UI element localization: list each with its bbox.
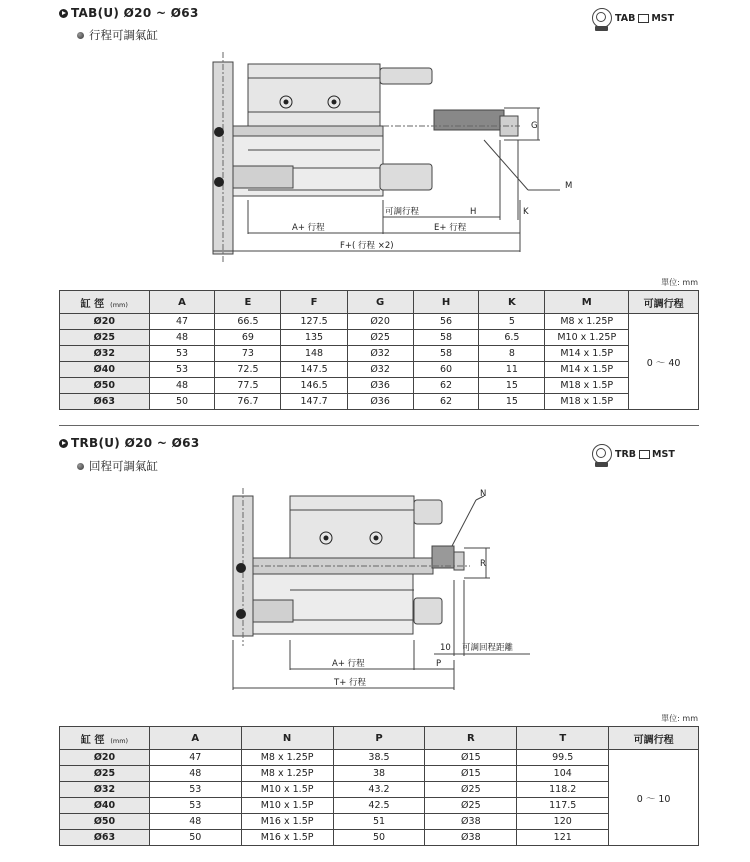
table-row (60, 314, 699, 330)
value-cell: 58 (413, 330, 479, 346)
table-header-row (60, 291, 699, 314)
header-stroke: 可調行程 (629, 291, 699, 314)
value-cell: Ø32 (347, 346, 413, 362)
bore-cell: Ø25 (60, 330, 150, 346)
value-cell: M8 x 1.25P (241, 750, 333, 766)
bullet-icon (77, 463, 84, 470)
header-e: E (215, 291, 281, 314)
dim-a-stroke-label-2: A+ 行程 (332, 659, 365, 669)
table-row (60, 814, 699, 830)
value-cell: Ø15 (425, 766, 517, 782)
value-cell: 5 (479, 314, 545, 330)
circle-arrow-icon (59, 9, 68, 18)
dim-r-label: R (480, 559, 486, 569)
value-cell: Ø36 (347, 378, 413, 394)
value-cell: M18 x 1.5P (545, 394, 629, 410)
header-m: M (545, 291, 629, 314)
value-cell: 47 (149, 750, 241, 766)
value-cell: 56 (413, 314, 479, 330)
section2-badge: TRB MST (592, 444, 675, 464)
section-divider (59, 425, 699, 426)
value-cell: 6.5 (479, 330, 545, 346)
dim-ten-label: 10 (440, 643, 451, 653)
value-cell: 15 (479, 394, 545, 410)
header-r: R (425, 727, 517, 750)
value-cell: 120 (517, 814, 609, 830)
bore-cell: Ø20 (60, 314, 150, 330)
dim-h-label: H (470, 207, 477, 217)
value-cell: 146.5 (281, 378, 347, 394)
value-cell: Ø32 (347, 362, 413, 378)
value-cell: 15 (479, 378, 545, 394)
bore-cell: Ø40 (60, 362, 150, 378)
value-cell: 99.5 (517, 750, 609, 766)
header-n: N (241, 727, 333, 750)
value-cell: 8 (479, 346, 545, 362)
value-cell: 48 (149, 330, 215, 346)
value-cell: M8 x 1.25P (545, 314, 629, 330)
header-k: K (479, 291, 545, 314)
value-cell: M8 x 1.25P (241, 766, 333, 782)
dim-p-label: P (436, 659, 442, 669)
value-cell: 77.5 (215, 378, 281, 394)
header-p: P (333, 727, 425, 750)
value-cell: Ø25 (425, 782, 517, 798)
table-row (60, 362, 699, 378)
value-cell: 66.5 (215, 314, 281, 330)
value-cell: 58 (413, 346, 479, 362)
checkbox-icon (639, 450, 650, 459)
bore-cell: Ø63 (60, 830, 150, 846)
section2-unit: 單位: mm (661, 714, 698, 723)
value-cell: 127.5 (281, 314, 347, 330)
value-cell: 76.7 (215, 394, 281, 410)
seal-icon (592, 444, 612, 464)
value-cell: M16 x 1.5P (241, 830, 333, 846)
value-cell: 53 (149, 362, 215, 378)
value-cell: 50 (149, 394, 215, 410)
dim-return-adjust-label: 可調回程距離 (462, 643, 514, 653)
value-cell: Ø38 (425, 814, 517, 830)
value-cell: 43.2 (333, 782, 425, 798)
value-cell: 47 (149, 314, 215, 330)
value-cell: M18 x 1.5P (545, 378, 629, 394)
section1-badge: TAB MST (592, 8, 674, 28)
table-row (60, 378, 699, 394)
dim-a-stroke-label: A+ 行程 (292, 223, 325, 233)
value-cell: 72.5 (215, 362, 281, 378)
circle-arrow-icon (59, 439, 68, 448)
header-bore: 缸 徑 (mm) (60, 291, 150, 314)
value-cell: 73 (215, 346, 281, 362)
header-bore: 缸 徑 (mm) (60, 727, 150, 750)
trb-spec-table (59, 726, 699, 846)
bore-cell: Ø20 (60, 750, 150, 766)
value-cell: 147.5 (281, 362, 347, 378)
header-g: G (347, 291, 413, 314)
value-cell: 53 (149, 782, 241, 798)
value-cell: 104 (517, 766, 609, 782)
value-cell: M10 x 1.5P (241, 798, 333, 814)
value-cell: 60 (413, 362, 479, 378)
tab-spec-table (59, 290, 699, 410)
table-row (60, 830, 699, 846)
dim-t-stroke-label: T+ 行程 (334, 678, 367, 688)
value-cell: Ø38 (425, 830, 517, 846)
value-cell: M10 x 1.5P (241, 782, 333, 798)
value-cell: 42.5 (333, 798, 425, 814)
value-cell: M10 x 1.25P (545, 330, 629, 346)
section1-unit: 單位: mm (661, 278, 698, 287)
value-cell: 147.7 (281, 394, 347, 410)
stroke-range-cell: 0 ～ 10 (609, 750, 699, 846)
table-row (60, 394, 699, 410)
value-cell: M14 x 1.5P (545, 362, 629, 378)
table-row (60, 330, 699, 346)
value-cell: 48 (149, 766, 241, 782)
header-stroke: 可調行程 (609, 727, 699, 750)
value-cell: 50 (149, 830, 241, 846)
table-row (60, 766, 699, 782)
value-cell: 50 (333, 830, 425, 846)
bore-cell: Ø63 (60, 394, 150, 410)
dim-f-stroke-label: F+( 行程 ×2) (340, 241, 394, 251)
bore-cell: Ø32 (60, 782, 150, 798)
value-cell: 62 (413, 378, 479, 394)
value-cell: M16 x 1.5P (241, 814, 333, 830)
value-cell: 118.2 (517, 782, 609, 798)
bullet-icon (77, 32, 84, 39)
stroke-range-cell: 0 ～ 40 (629, 314, 699, 410)
table-header-row (60, 727, 699, 750)
value-cell: M14 x 1.5P (545, 346, 629, 362)
value-cell: 135 (281, 330, 347, 346)
dim-k-label: K (523, 207, 529, 217)
table-row (60, 782, 699, 798)
section2-title: TRB(U) Ø20 ~ Ø63 (59, 436, 199, 450)
table-row (60, 346, 699, 362)
table-row (60, 750, 699, 766)
value-cell: 38 (333, 766, 425, 782)
value-cell: 62 (413, 394, 479, 410)
value-cell: 53 (149, 346, 215, 362)
section1-subtitle: 行程可調氣缸 (77, 27, 158, 43)
header-t: T (517, 727, 609, 750)
dim-m-label: M (565, 181, 573, 191)
bore-cell: Ø40 (60, 798, 150, 814)
checkbox-icon (638, 14, 649, 23)
header-a: A (149, 727, 241, 750)
header-f: F (281, 291, 347, 314)
value-cell: 11 (479, 362, 545, 378)
dim-g-label: G (531, 121, 538, 131)
value-cell: Ø15 (425, 750, 517, 766)
value-cell: Ø36 (347, 394, 413, 410)
dim-adjust-label: 可調行程 (385, 207, 420, 217)
value-cell: 48 (149, 378, 215, 394)
bore-cell: Ø25 (60, 766, 150, 782)
header-a: A (149, 291, 215, 314)
bore-cell: Ø50 (60, 814, 150, 830)
header-h: H (413, 291, 479, 314)
section1-title: TAB(U) Ø20 ~ Ø63 (59, 6, 199, 20)
value-cell: 69 (215, 330, 281, 346)
value-cell: 121 (517, 830, 609, 846)
value-cell: 53 (149, 798, 241, 814)
value-cell: Ø20 (347, 314, 413, 330)
dim-e-stroke-label: E+ 行程 (434, 223, 467, 233)
value-cell: 48 (149, 814, 241, 830)
value-cell: 148 (281, 346, 347, 362)
value-cell: Ø25 (347, 330, 413, 346)
dim-n-label: N (480, 489, 487, 499)
value-cell: Ø25 (425, 798, 517, 814)
table-row (60, 798, 699, 814)
seal-icon (592, 8, 612, 28)
value-cell: 38.5 (333, 750, 425, 766)
section2-subtitle: 回程可調氣缸 (77, 458, 158, 474)
value-cell: 117.5 (517, 798, 609, 814)
value-cell: 51 (333, 814, 425, 830)
bore-cell: Ø50 (60, 378, 150, 394)
bore-cell: Ø32 (60, 346, 150, 362)
